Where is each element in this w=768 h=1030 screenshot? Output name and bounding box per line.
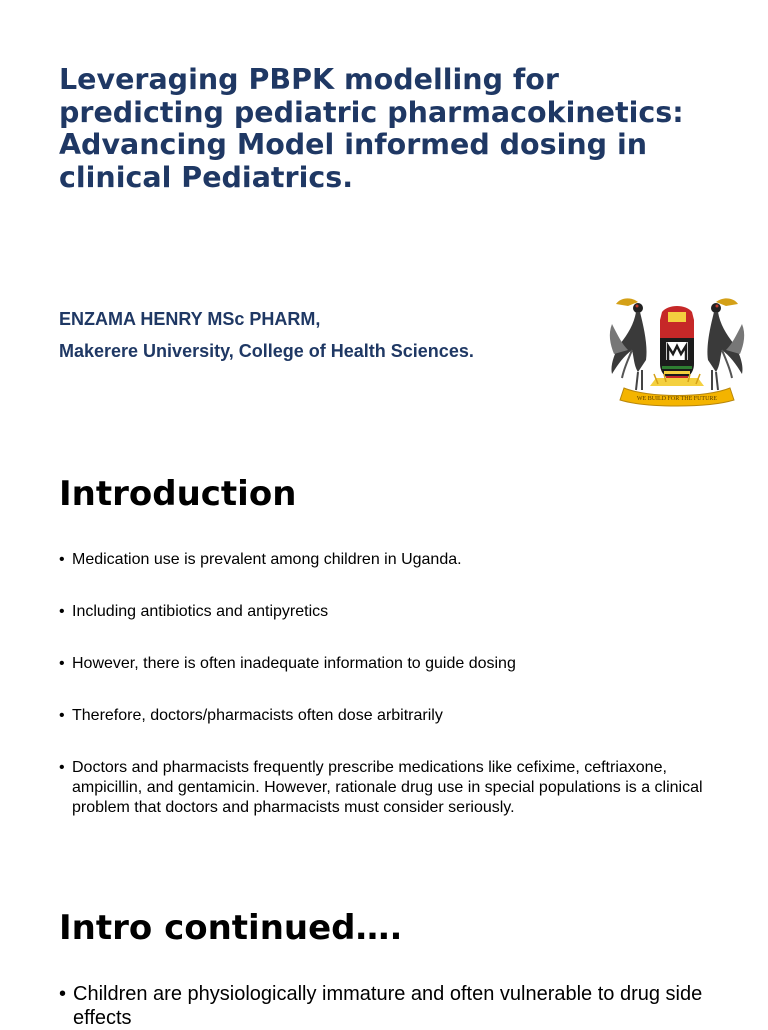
bullet-list [59,982,709,1030]
slide-heading: Intro continued…. [59,908,403,948]
title-line: predicting pediatric pharmacokinetics: [59,95,684,129]
bullet-icon: • [59,707,65,724]
bullet-text: Including antibiotics and antipyretics [72,603,329,620]
bullet-icon: • [59,983,67,1005]
slide-heading: Introduction [59,474,297,514]
bullet-icon: • [59,551,65,568]
bullet-item [59,654,709,674]
university-crest-icon [608,294,746,410]
author-affiliation: Makerere University, College of Health Sciences. [59,341,474,361]
left-crane-icon [610,298,647,390]
bullet-list [59,550,709,850]
crest-shield-icon [660,306,694,382]
bullet-text: Medication use is prevalent among children in Uganda. [72,551,462,568]
presentation-title [59,64,739,194]
bullet-item [59,706,709,726]
bullet-text: Therefore, doctors/pharmacists often dose arbitrarily [72,707,443,724]
bullet-text: However, there is often inadequate information to guide dosing [72,655,516,672]
bullet-text: Children are physiologically immature and often vulnerable to drug side effects [73,983,703,1029]
title-line: clinical Pediatrics. [59,160,354,194]
right-crane-icon [707,298,744,390]
crest-motto: WE BUILD FOR THE FUTURE [636,396,718,402]
introduction-slide [0,440,768,880]
author-block [59,306,474,370]
bullet-item [59,602,709,622]
author-name: ENZAMA HENRY MSc PHARM, [59,309,321,329]
bullet-item [59,758,709,818]
title-slide [0,0,768,440]
title-line: Leveraging PBPK modelling for [59,63,559,96]
bullet-item [59,550,709,570]
title-line: Advancing Model informed dosing in [59,128,648,161]
motto-banner [620,388,734,406]
bullet-icon: • [59,759,65,776]
bullet-text: Doctors and pharmacists frequently prescribe medications like cefixime, ceftriaxone, ampicillin, and gentamicin. However, rationale drug use in special populations is a clinical problem that doctors and pharmacists must consider seriously. [72,759,703,816]
bullet-item [59,982,709,1030]
intro-continued-slide [0,880,768,1029]
bullet-icon: • [59,603,65,620]
bullet-icon: • [59,655,65,672]
